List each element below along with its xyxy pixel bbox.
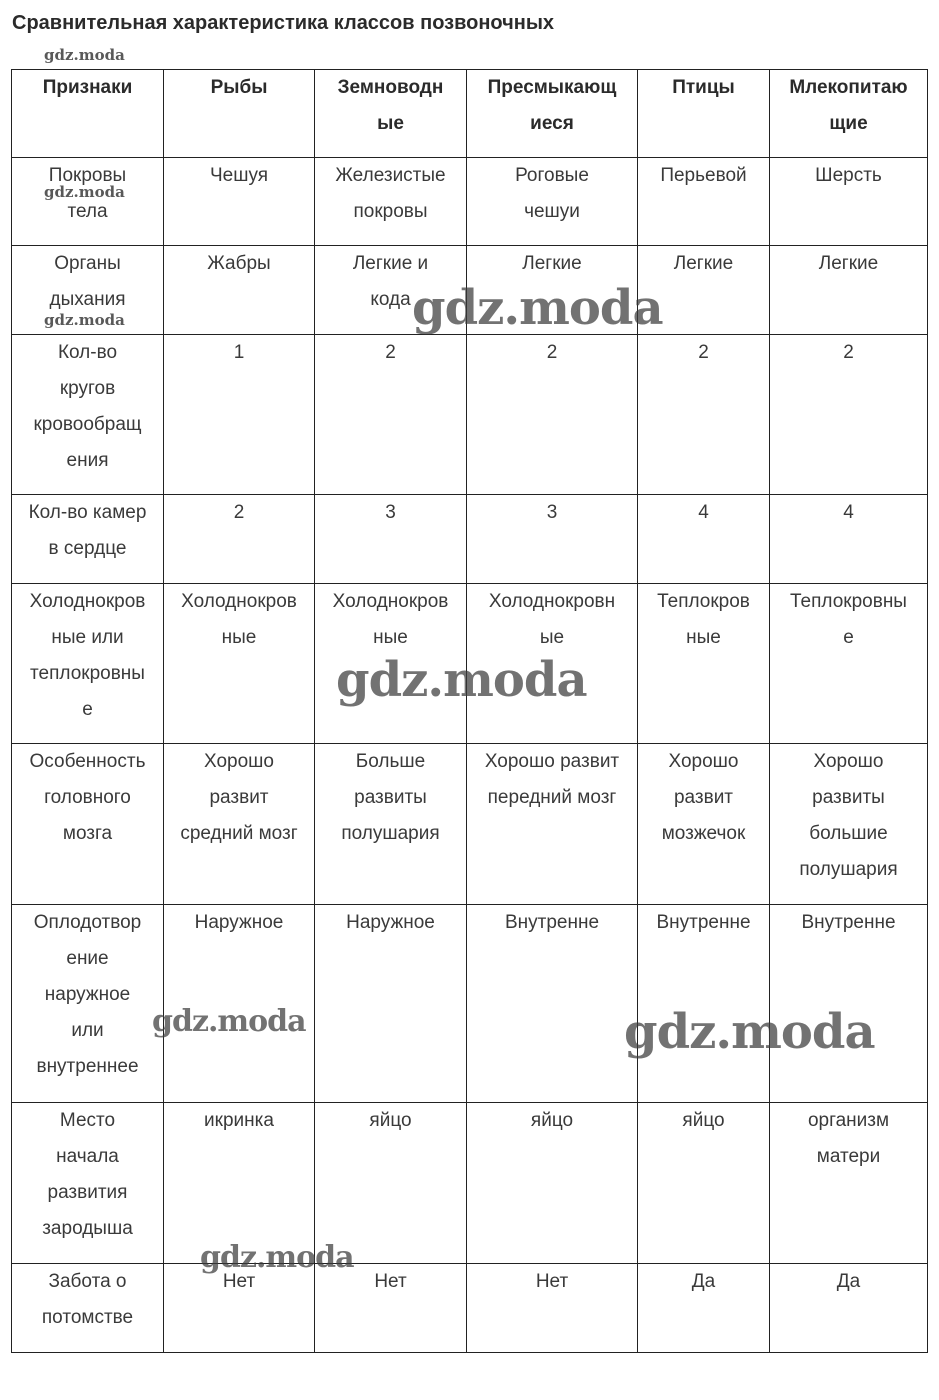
watermark: gdz.moda	[152, 1004, 306, 1039]
table-cell: Шерсть	[770, 158, 928, 246]
table-cell: Легкие	[770, 246, 928, 335]
table-cell: 4	[770, 495, 928, 584]
table-cell: икринка	[164, 1103, 315, 1264]
table-cell: Внутренне	[638, 905, 770, 1103]
table-row	[12, 158, 928, 246]
table-cell: 2	[467, 335, 638, 495]
table-cell: Да	[638, 1264, 770, 1353]
table-cell: яйцо	[315, 1103, 467, 1264]
table-row	[12, 1264, 928, 1353]
row-label: Кол-во кругов кровообращ ения	[12, 335, 164, 495]
table-cell: Нет	[164, 1264, 315, 1353]
column-header: Пресмыкающ иеся	[467, 70, 638, 158]
table-cell: 3	[467, 495, 638, 584]
table-cell: Нет	[467, 1264, 638, 1353]
table-cell: Внутренне	[770, 905, 928, 1103]
table-cell: 4	[638, 495, 770, 584]
watermark: gdz.moda	[44, 311, 125, 329]
page-title: Сравнительная характеристика классов позвоночных	[12, 12, 555, 34]
table-row	[12, 495, 928, 584]
table-cell: яйцо	[467, 1103, 638, 1264]
table-cell: Нет	[315, 1264, 467, 1353]
row-label: Органы дыхания	[12, 246, 164, 335]
table-cell: Жабры	[164, 246, 315, 335]
table-row	[12, 335, 928, 495]
table-cell: Хорошо развиты большие полушария	[770, 744, 928, 905]
table-row	[12, 584, 928, 744]
table-cell: Холоднокровн ые	[467, 584, 638, 744]
watermark: gdz.moda	[624, 1004, 875, 1060]
table-cell: Теплокровны е	[770, 584, 928, 744]
watermark: gdz.moda	[200, 1240, 354, 1275]
watermark: gdz.moda	[412, 280, 663, 336]
table-row	[12, 905, 928, 1103]
table-cell: Теплокров ные	[638, 584, 770, 744]
row-label: Оплодотвор ение наружное или внутреннее	[12, 905, 164, 1103]
table-cell: Роговые чешуи	[467, 158, 638, 246]
table-cell: 2	[638, 335, 770, 495]
table-cell: Наружное	[315, 905, 467, 1103]
watermark: gdz.moda	[44, 183, 125, 201]
row-label: Холоднокров ные или теплокровны е	[12, 584, 164, 744]
table-cell: Легкие	[638, 246, 770, 335]
table-cell: 2	[770, 335, 928, 495]
column-header: Рыбы	[164, 70, 315, 158]
watermark: gdz.moda	[44, 46, 125, 64]
row-label: Кол-во камер в сердце	[12, 495, 164, 584]
table-cell: Внутренне	[467, 905, 638, 1103]
row-label: Забота о потомстве	[12, 1264, 164, 1353]
column-header: Признаки	[12, 70, 164, 158]
table-cell: 2	[315, 335, 467, 495]
table-cell: Да	[770, 1264, 928, 1353]
row-label: Место начала развития зародыша	[12, 1103, 164, 1264]
table-cell: Хорошо развит мозжечок	[638, 744, 770, 905]
table-cell: Железистые покровы	[315, 158, 467, 246]
table-cell: организм матери	[770, 1103, 928, 1264]
table-cell: 3	[315, 495, 467, 584]
table-cell: Перьевой	[638, 158, 770, 246]
table-cell: Холоднокров ные	[315, 584, 467, 744]
comparison-table	[11, 69, 928, 1353]
table-cell: яйцо	[638, 1103, 770, 1264]
table-row	[12, 1103, 928, 1264]
table-row	[12, 246, 928, 335]
table-cell: 2	[164, 495, 315, 584]
row-label: Особенность головного мозга	[12, 744, 164, 905]
row-label: Покровы тела	[12, 158, 164, 246]
table-row	[12, 744, 928, 905]
watermark: gdz.moda	[336, 652, 587, 708]
table-cell: Чешуя	[164, 158, 315, 246]
table-cell: Наружное	[164, 905, 315, 1103]
table-cell: Легкие	[467, 246, 638, 335]
table-cell: Холоднокров ные	[164, 584, 315, 744]
table-cell: Хорошо развит передний мозг	[467, 744, 638, 905]
table-cell: Легкие и кода	[315, 246, 467, 335]
column-header: Птицы	[638, 70, 770, 158]
table-header-row	[12, 70, 928, 158]
table-cell: Хорошо развит средний мозг	[164, 744, 315, 905]
table-cell: Больше развиты полушария	[315, 744, 467, 905]
table-cell: 1	[164, 335, 315, 495]
column-header: Земноводн ые	[315, 70, 467, 158]
column-header: Млекопитаю щие	[770, 70, 928, 158]
